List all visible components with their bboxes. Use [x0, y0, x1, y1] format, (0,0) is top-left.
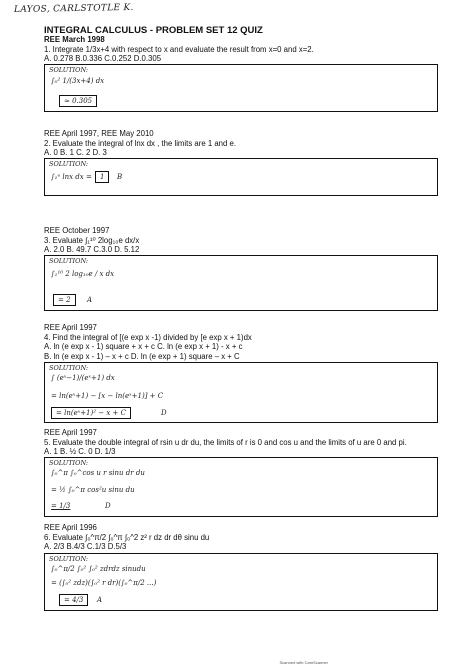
solution-box-4 [44, 362, 438, 423]
question-source: REE April 1996 [44, 523, 97, 532]
quiz-title: INTEGRAL CALCULUS - PROBLEM SET 12 QUIZ [44, 25, 263, 36]
student-name: LAYOS, CARLSTOTLE K. [13, 2, 134, 16]
answer-box: 1 [95, 171, 109, 183]
solution-box-3 [44, 255, 438, 311]
solution-work: = (∫₀² zdz)(∫₀² r dr)(∫₀^π/2 ...) [51, 579, 157, 587]
answer-letter: A [87, 296, 93, 304]
question-text: 1. Integrate 1/3x+4 with respect to x and evaluate the result from x=0 and x=2. [44, 44, 314, 54]
question-text: 3. Evaluate ∫₁¹⁰ 2log₁₀e dx/x [44, 235, 140, 245]
solution-work: = ln(eˣ+1) − [x − ln(eˣ+1)] + C [51, 392, 164, 400]
question-6 [44, 523, 444, 552]
solution-box-5 [44, 457, 438, 517]
answer-box: = 1/3 [51, 502, 71, 510]
question-text: 2. Evaluate the integral of lnx dx , the limits are 1 and e. [44, 138, 236, 148]
question-text: 5. Evaluate the double integral of rsin u dr du, the limits of r is 0 and cos u and the limits of u are 0 and pi. [44, 437, 407, 447]
question-text: 6. Evaluate ∫₀^π/2 ∫₀^π ∫₀^2 z² r dz dr dθ sinu du [44, 532, 210, 542]
solution-label: SOLUTION: [49, 364, 89, 372]
question-text: 4. Find the integral of [(e exp x -1) divided by [e exp x + 1)dx [44, 332, 252, 342]
answer-box: ≈ 0.305 [59, 95, 97, 107]
solution-box-2 [44, 158, 438, 196]
solution-label: SOLUTION: [49, 160, 89, 168]
question-5 [44, 428, 444, 457]
solution-box-6 [44, 553, 438, 611]
answer-letter: D [105, 502, 111, 510]
answer-letter: B [117, 173, 123, 181]
question-source: REE April 1997, REE May 2010 [44, 129, 154, 138]
solution-work: ∫₀^π ∫₀^cos u r sinu dr du [51, 469, 145, 477]
question-3 [44, 226, 444, 255]
question-choices: A. 2/3 B.4/3 C.1/3 D.5/3 [44, 542, 127, 552]
answer-letter: D [161, 409, 167, 417]
solution-work: ∫ (eˣ−1)/(eˣ+1) dx [51, 374, 115, 382]
solution-box-1 [44, 64, 438, 112]
solution-work: = ½ ∫₀^π cos²u sinu du [51, 486, 135, 494]
question-2 [44, 129, 444, 158]
question-choices: A. 0 B. 1 C. 2 D. 3 [44, 148, 107, 158]
question-source: REE April 1997 [44, 428, 97, 437]
question-choices-line-1: A. ln (e exp x - 1) square + x + c C. ln (e exp x + 1) - x + c [44, 342, 243, 352]
footer-watermark: Scanned with CamScanner [279, 660, 328, 665]
question-source: REE October 1997 [44, 226, 110, 235]
solution-label: SOLUTION: [49, 555, 89, 563]
question-1 [44, 35, 444, 64]
question-4 [44, 323, 444, 361]
answer-box: = 2 [53, 294, 76, 306]
answer-box: = ln(eˣ+1)² − x + C [51, 407, 131, 419]
solution-work: ∫₀^π/2 ∫₀² ∫₀² zdrdz sinudu [51, 565, 146, 573]
question-choices: A. 2.0 B. 49.7 C.3.0 D. 5.12 [44, 245, 140, 255]
solution-work: ∫₀² 1/(3x+4) dx [51, 77, 105, 85]
solution-work: ∫₁¹⁰ 2 log₁₀e / x dx [51, 270, 115, 278]
answer-box: = 4/3 [59, 594, 88, 606]
solution-label: SOLUTION: [49, 257, 89, 265]
question-choices: A. 1 B. ½ C. 0 D. 1/3 [44, 447, 116, 457]
question-source: REE April 1997 [44, 323, 97, 332]
question-source: REE March 1998 [44, 35, 105, 44]
solution-work: ∫₁ᵉ lnx dx = [51, 173, 92, 181]
question-choices-line-2: B. ln (e exp x - 1) – x + c D. ln (e exp + 1) square – x + C [44, 351, 240, 361]
solution-label: SOLUTION: [49, 459, 89, 467]
question-choices: A. 0.278 B.0.336 C.0.252 D.0.305 [44, 54, 162, 64]
answer-letter: A [97, 596, 103, 604]
solution-label: SOLUTION: [49, 66, 89, 74]
